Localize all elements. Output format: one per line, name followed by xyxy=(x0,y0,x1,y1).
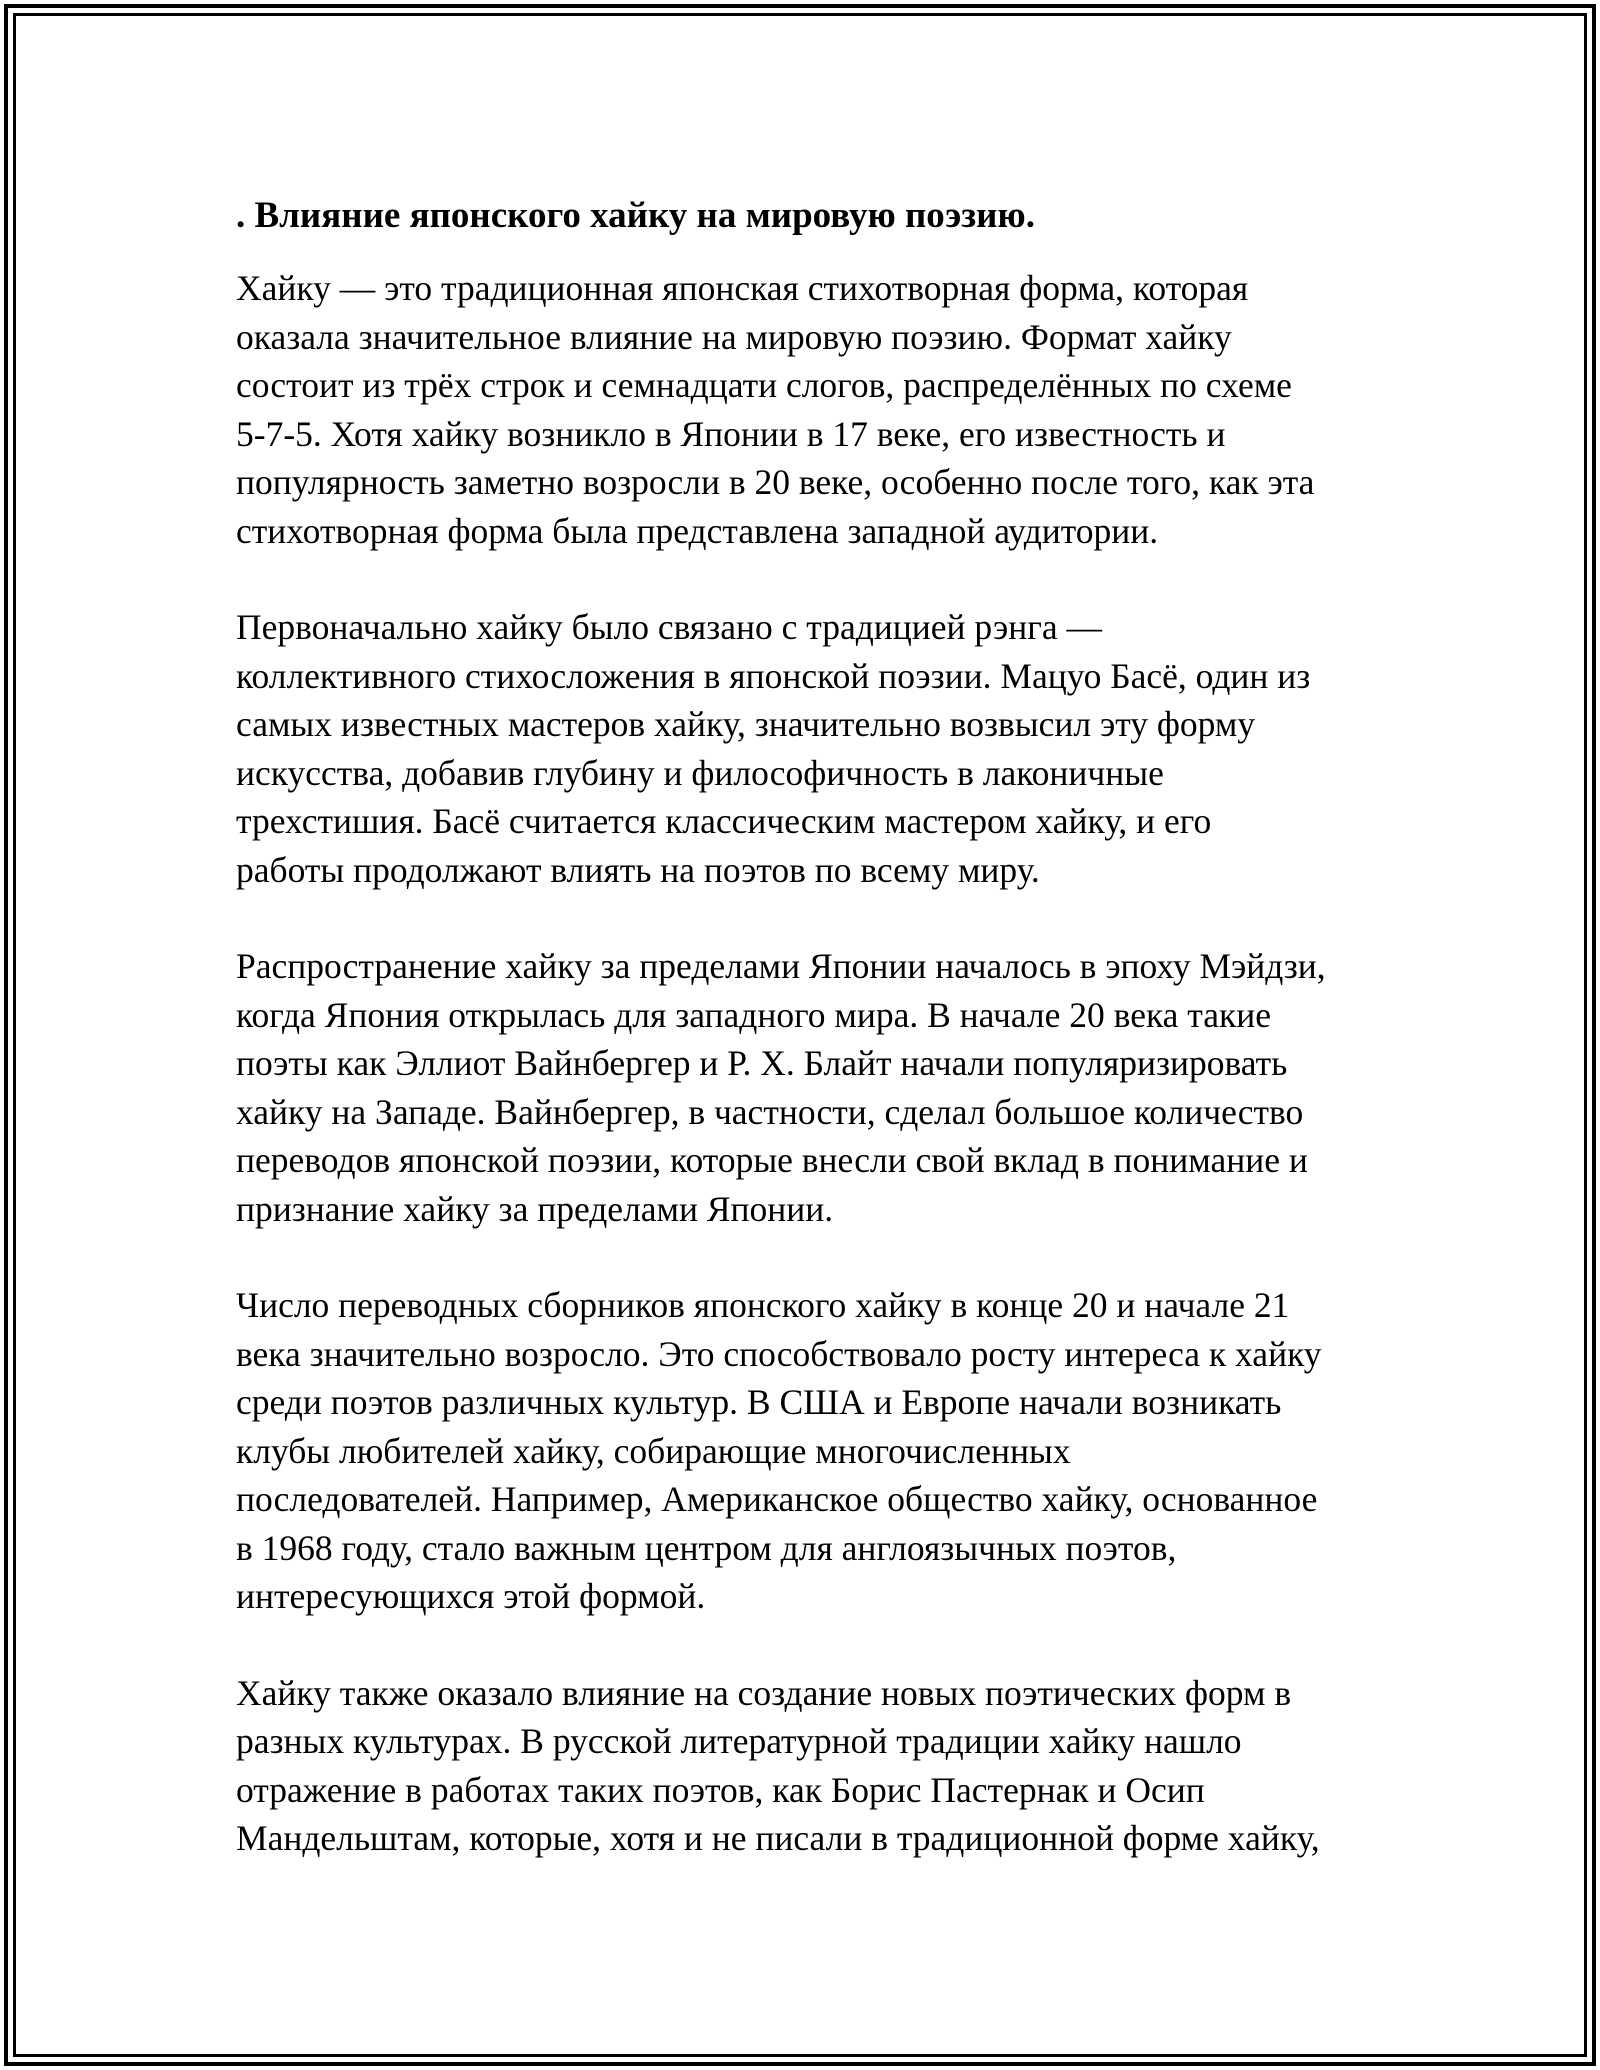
paragraph xyxy=(236,264,1372,555)
text-line: признание хайку за пределами Японии. xyxy=(236,1188,834,1229)
text-line: клубы любителей хайку, собирающие многочисленных xyxy=(236,1430,1071,1471)
page-title: . Влияние японского хайку на мировую поэзию. xyxy=(236,195,1035,236)
text-line: поэты как Эллиот Вайнбергер и Р. Х. Блайт начали популяризировать xyxy=(236,1043,1288,1083)
paragraph xyxy=(236,603,1372,894)
text-line: хайку на Западе. Вайнбергер, в частности, сделал большое количество xyxy=(236,1091,1304,1132)
text-line: интересующихся этой формой. xyxy=(236,1576,706,1616)
text-line: Распространение хайку за пределами Японии началось в эпоху Мэйдзи, xyxy=(236,946,1326,986)
text-line: популярность заметно возросли в 20 веке, особенно после того, как эта xyxy=(236,462,1315,502)
text-line: стихотворная форма была представлена западной аудитории. xyxy=(236,510,1159,551)
paragraph xyxy=(236,1281,1372,1621)
text-line: самых известных мастеров хайку, значительно возвысил эту форму xyxy=(236,704,1256,744)
text-line: 5-7-5. Хотя хайку возникло в Японии в 17 веке, его известность и xyxy=(236,413,1226,454)
text-line: разных культурах. В русской литературной традиции хайку нашло xyxy=(236,1721,1242,1761)
text-line: коллективного стихосложения в японской поэзии. Мацуо Басё, один из xyxy=(236,655,1311,696)
text-line: когда Япония открылась для западного мира. В начале 20 века такие xyxy=(236,994,1272,1035)
text-line: работы продолжают влиять на поэтов по всему миру. xyxy=(236,849,1040,890)
text-line: отражение в работах таких поэтов, как Борис Пастернак и Осип xyxy=(236,1769,1205,1810)
text-line: Первоначально хайку было связано с традицией рэнга — xyxy=(236,607,1102,647)
text-line: трехстишия. Басё считается классическим мастером хайку, и его xyxy=(236,801,1212,841)
text-line: среди поэтов различных культур. В США и Европе начали возникать xyxy=(236,1382,1282,1422)
text-line: переводов японской поэзии, которые внесли свой вклад в понимание и xyxy=(236,1140,1308,1180)
text-line: искусства, добавив глубину и философичность в лаконичные xyxy=(236,752,1164,793)
text-line: Мандельштам, которые, хотя и не писали в традиционной форме хайку, xyxy=(236,1818,1320,1858)
text-line: века значительно возросло. Это способствовало росту интереса к хайку xyxy=(236,1333,1322,1374)
text-line: состоит из трёх строк и семнадцати слогов, распределённых по схеме xyxy=(236,365,1292,405)
text-line: Хайку также оказало влияние на создание новых поэтических форм в xyxy=(236,1672,1292,1713)
document-content xyxy=(236,192,1372,1911)
text-line: последователей. Например, Американское общество хайку, основанное xyxy=(236,1479,1318,1519)
text-line: Хайку — это традиционная японская стихотворная форма, которая xyxy=(236,268,1249,308)
paragraph xyxy=(236,1669,1372,1863)
text-line: в 1968 году, стало важным центром для англоязычных поэтов, xyxy=(236,1527,1177,1568)
text-line: Число переводных сборников японского хайку в конце 20 и начале 21 xyxy=(236,1285,1290,1325)
article-body xyxy=(236,264,1372,1863)
paragraph xyxy=(236,942,1372,1233)
text-line: оказала значительное влияние на мировую поэзию. Формат хайку xyxy=(236,316,1232,357)
